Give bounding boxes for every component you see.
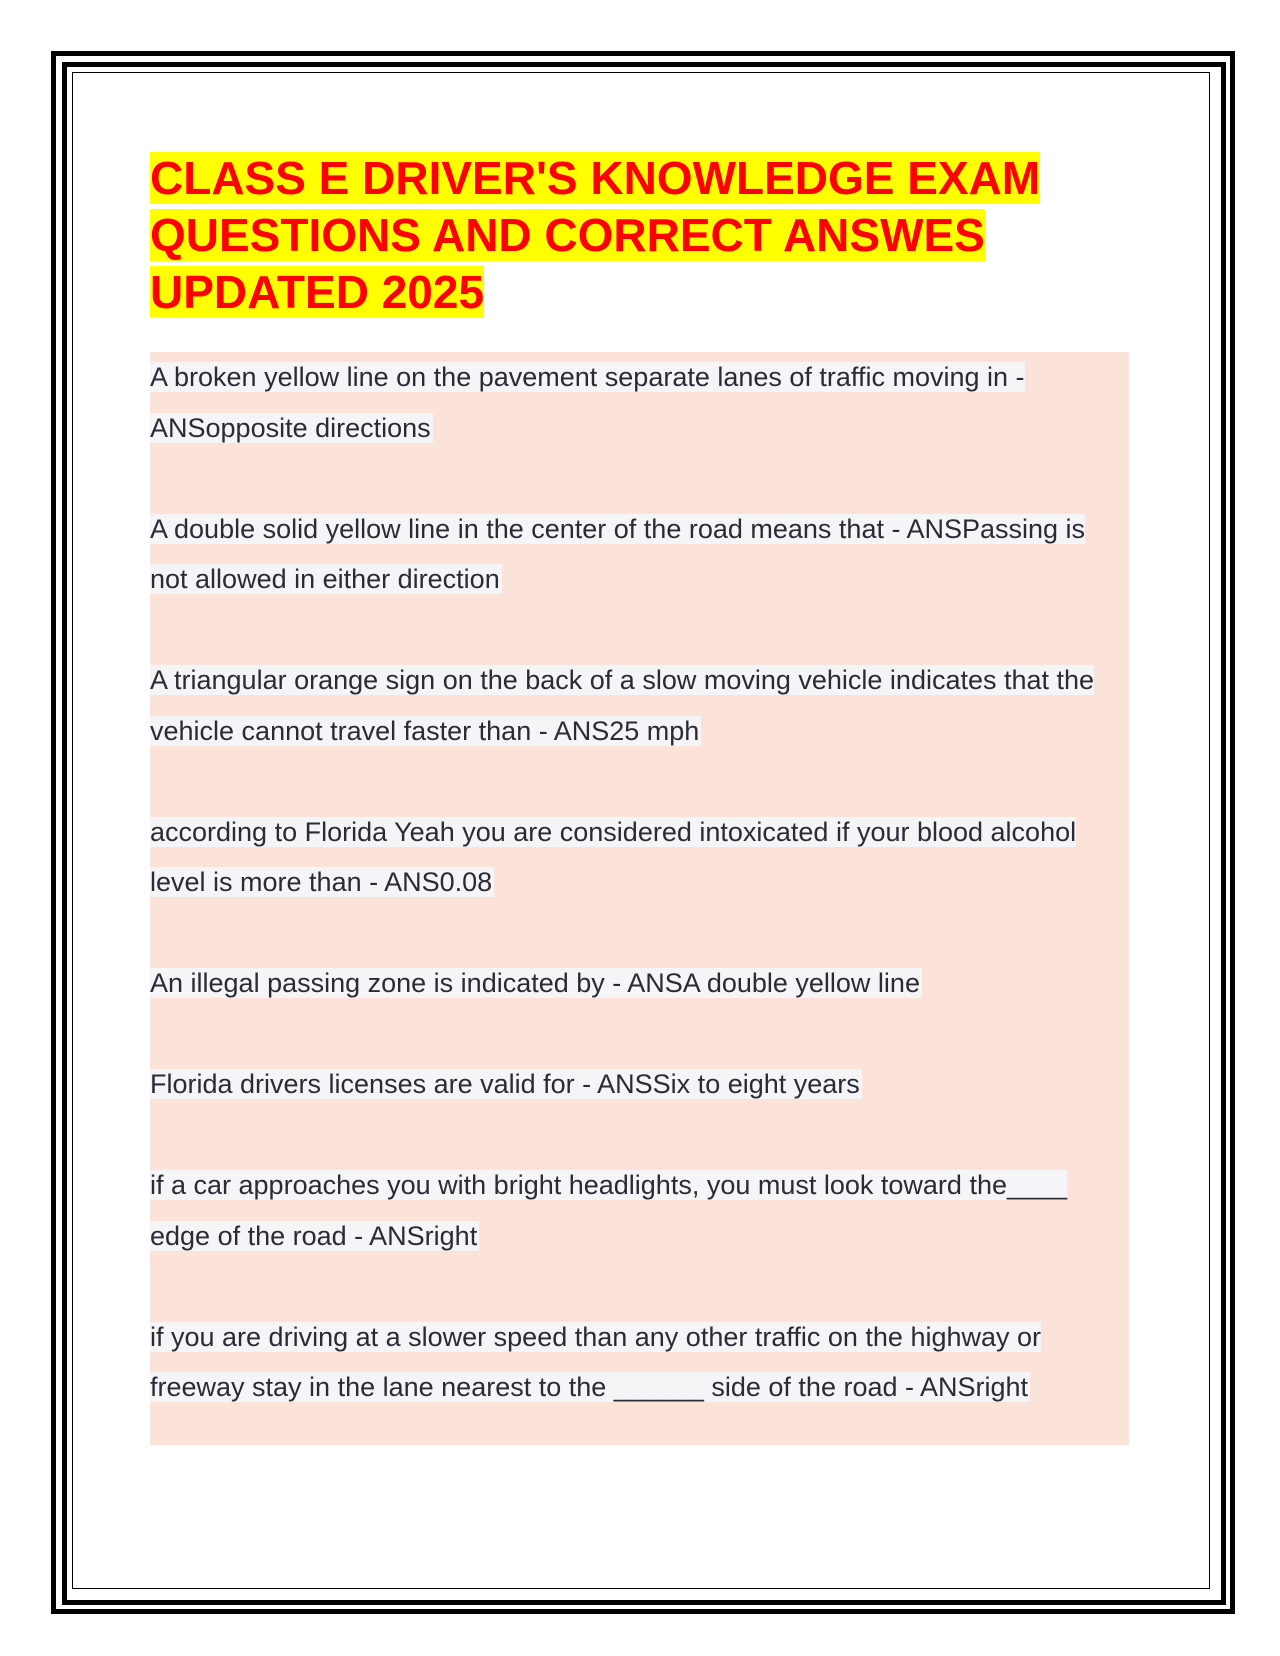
qa-list — [150, 352, 1129, 1463]
qa-item: according to Florida Yeah you are considered intoxicated if your blood alcohol level is more than - ANS0.08 — [150, 816, 1077, 897]
qa-item: A triangular orange sign on the back of a slow moving vehicle indicates that the vehicle cannot travel faster than - ANS25 mph — [150, 665, 1095, 746]
qa-item: A broken yellow line on the pavement separate lanes of traffic moving in - ANSopposite directions — [150, 362, 1025, 443]
qa-item: Florida drivers licenses are valid for - ANSSix to eight years — [150, 1069, 860, 1099]
qa-item: An illegal passing zone is indicated by - ANSA double yellow line — [150, 968, 920, 998]
qa-item: if you are driving at a slower speed than any other traffic on the highway or freeway stay in the lane nearest to the ______ side of the road - ANSright — [150, 1321, 1042, 1402]
qa-item: if a car approaches you with bright headlights, you must look toward the____ edge of the road - ANSright — [150, 1170, 1068, 1251]
title-highlight: CLASS E DRIVER'S KNOWLEDGE EXAM QUESTIONS AND CORRECT ANSWES UPDATED 2025 — [150, 152, 1041, 318]
document-title — [150, 150, 1130, 321]
qa-item: A double solid yellow line in the center of the road means that - ANSPassing is not allowed in either direction — [150, 513, 1086, 594]
